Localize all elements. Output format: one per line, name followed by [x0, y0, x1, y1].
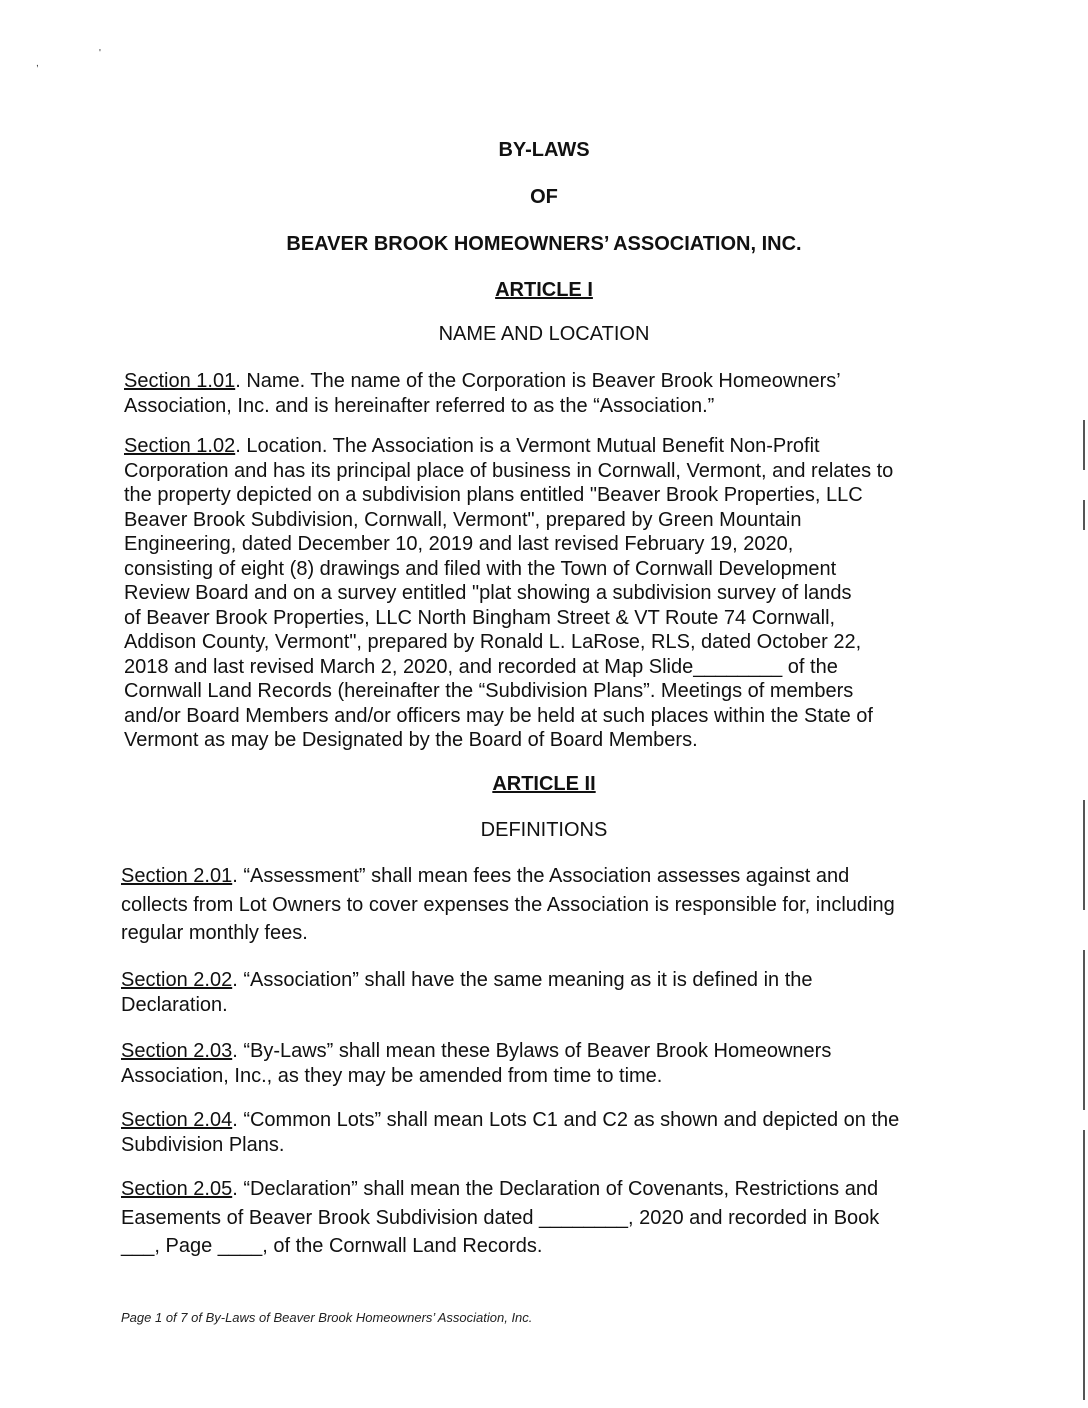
section-label: Section 1.01 — [124, 370, 236, 392]
section-label: Section 1.02 — [124, 435, 236, 457]
section-2-01 — [121, 862, 895, 948]
section-text: . Location. The Association is a Vermont Mutual Benefit Non-Profit Corporation and has its principal place of business in Cornwall, Vermont, and relates to the property depicted on a subdivision plans entitled "Beaver Brook Properties, LLC Beaver Brook Subdivision, Cornwall, Vermont", prepared by Green Mountain Engineering, dated December 10, 2019 and last revised February 19, 2020, consisting of eight (8) drawings and filed with the Town of Cornwall Development Review Board and on a survey entitled "plat showing a subdivision survey of lands of Beaver Brook Properties, LLC North Bingham Street & VT Route 74 Cornwall, Addison County, Vermont", prepared by Ronald L. LaRose, RLS, dated October 22, 2018 and last revised March 2, 2020, and recorded at Map Slide________ of the Cornwall Land Records (hereinafter the “Subdivision Plans”. Meetings of members and/or Board Members and/or officers may be held at such places within the State of Vermont as may be Designated by the Board of Board Members. — [124, 435, 894, 751]
section-text: . “Association” shall have the same meaning as it is defined in the Declaration. — [121, 969, 813, 1016]
section-label: Section 2.03 — [121, 1040, 233, 1062]
section-label: Section 2.02 — [121, 969, 233, 991]
scan-edge-line — [1083, 500, 1085, 530]
section-2-03 — [121, 1039, 831, 1088]
page-footer: Page 1 of 7 of By-Laws of Beaver Brook Homeowners’ Association, Inc. — [121, 1310, 533, 1325]
section-label: Section 2.05 — [121, 1178, 233, 1200]
section-2-05 — [121, 1175, 879, 1261]
section-2-04 — [121, 1108, 899, 1157]
article-2-heading: ARTICLE II — [492, 773, 596, 795]
section-label: Section 2.04 — [121, 1109, 233, 1131]
article-2-subheading: DEFINITIONS — [480, 819, 608, 841]
section-text: . Name. The name of the Corporation is Beaver Brook Homeowners’ Association, Inc. and is hereinafter referred to as the “Association.” — [124, 370, 841, 417]
section-text: . “Declaration” shall mean the Declaration of Covenants, Restrictions and Easements of Beaver Brook Subdivision dated ________, 2020 and recorded in Book ___, Page ____, of the Cornwall Land Records. — [121, 1178, 880, 1257]
section-text: . “Assessment” shall mean fees the Association assesses against and collects from Lot Owners to cover expenses the Association is responsible for, including regular monthly fees. — [121, 865, 895, 944]
article-1-subheading: NAME AND LOCATION — [438, 323, 650, 345]
scan-artifact: , — [36, 58, 39, 69]
section-1-02 — [124, 434, 893, 753]
section-2-02 — [121, 968, 813, 1017]
doc-title-line2: OF — [530, 186, 558, 208]
section-text: . “By-Laws” shall mean these Bylaws of Beaver Brook Homeowners Association, Inc., as they may be amended from time to time. — [121, 1040, 832, 1087]
section-label: Section 2.01 — [121, 865, 233, 887]
scan-edge-line — [1083, 420, 1085, 470]
section-text: . “Common Lots” shall mean Lots C1 and C2 as shown and depicted on the Subdivision Plans. — [121, 1109, 900, 1156]
doc-title-line3: BEAVER BROOK HOMEOWNERS’ ASSOCIATION, INC. — [286, 233, 802, 255]
scan-artifact: ' — [99, 48, 101, 59]
doc-title-line1: BY-LAWS — [498, 139, 590, 161]
section-1-01 — [124, 369, 841, 418]
scan-edge-line — [1083, 800, 1085, 910]
scan-edge-line — [1083, 950, 1085, 1110]
article-1-heading: ARTICLE I — [495, 279, 593, 301]
scan-edge-line — [1083, 1130, 1085, 1400]
